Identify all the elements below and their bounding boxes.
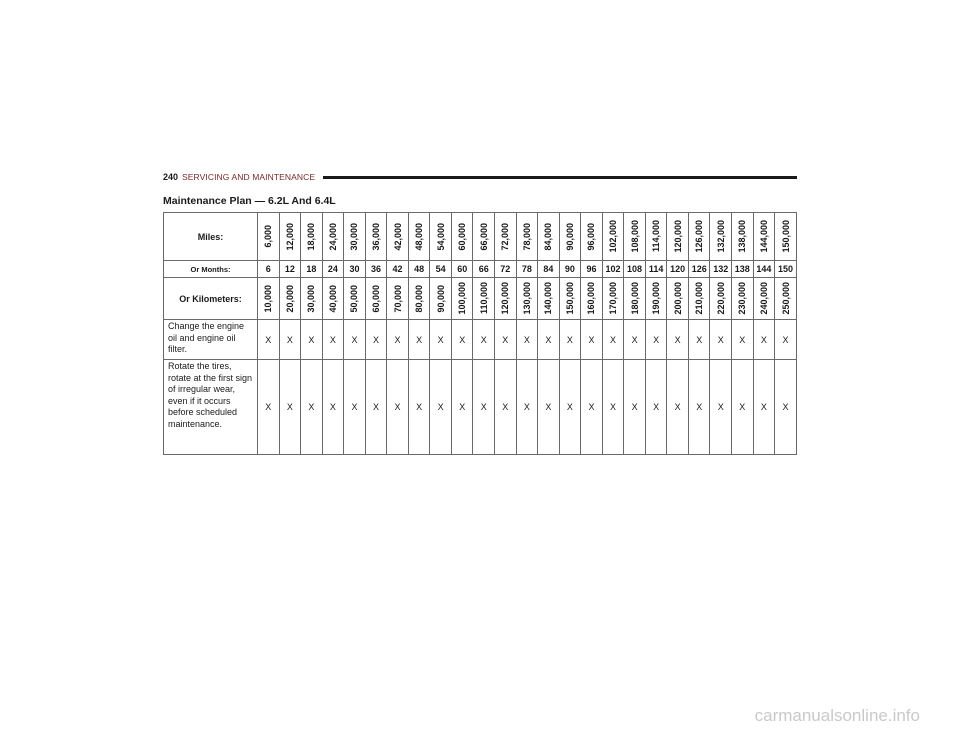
kilometers-value: 100,000 xyxy=(457,282,468,315)
task-mark: X xyxy=(645,320,667,360)
task-row xyxy=(164,320,797,360)
miles-cell xyxy=(344,213,366,261)
months-value: 90 xyxy=(559,261,581,278)
kilometers-value: 200,000 xyxy=(672,282,683,315)
kilometers-cell xyxy=(279,278,301,320)
miles-value: 102,000 xyxy=(608,220,619,253)
months-value: 6 xyxy=(258,261,280,278)
miles-cell xyxy=(688,213,710,261)
miles-cell xyxy=(581,213,603,261)
kilometers-value: 80,000 xyxy=(414,284,425,313)
months-value: 144 xyxy=(753,261,775,278)
task-mark: X xyxy=(559,320,581,360)
task-mark: X xyxy=(430,360,452,455)
task-mark: X xyxy=(408,360,430,455)
miles-cell xyxy=(279,213,301,261)
months-value: 36 xyxy=(365,261,387,278)
kilometers-cell xyxy=(322,278,344,320)
months-value: 48 xyxy=(408,261,430,278)
kilometers-cell xyxy=(387,278,409,320)
task-mark: X xyxy=(430,320,452,360)
kilometers-row xyxy=(164,278,797,320)
kilometers-cell xyxy=(258,278,280,320)
task-mark: X xyxy=(301,360,323,455)
kilometers-cell xyxy=(581,278,603,320)
miles-value: 90,000 xyxy=(564,222,575,251)
kilometers-cell xyxy=(624,278,646,320)
months-value: 114 xyxy=(645,261,667,278)
task-mark: X xyxy=(387,360,409,455)
task-mark: X xyxy=(322,320,344,360)
task-mark: X xyxy=(559,360,581,455)
miles-cell xyxy=(732,213,754,261)
task-mark: X xyxy=(688,320,710,360)
task-mark: X xyxy=(602,360,624,455)
kilometers-value: 60,000 xyxy=(371,284,381,313)
miles-value: 84,000 xyxy=(543,222,554,251)
kilometers-cell xyxy=(538,278,560,320)
miles-cell xyxy=(538,213,560,261)
kilometers-value: 140,000 xyxy=(543,282,554,315)
kilometers-value: 110,000 xyxy=(478,282,489,315)
kilometers-cell xyxy=(516,278,538,320)
kilometers-value: 120,000 xyxy=(500,282,511,315)
task-mark: X xyxy=(602,320,624,360)
kilometers-cell xyxy=(775,278,797,320)
kilometers-value: 130,000 xyxy=(521,282,532,315)
kilometers-value: 30,000 xyxy=(306,284,317,313)
miles-cell xyxy=(645,213,667,261)
task-mark: X xyxy=(775,320,797,360)
miles-cell xyxy=(451,213,473,261)
task-mark: X xyxy=(473,360,495,455)
task-mark: X xyxy=(258,360,280,455)
kilometers-value: 10,000 xyxy=(263,284,274,313)
task-mark: X xyxy=(451,320,473,360)
kilometers-label: Or Kilometers: xyxy=(164,278,258,320)
kilometers-cell xyxy=(451,278,473,320)
task-mark: X xyxy=(538,360,560,455)
miles-value: 132,000 xyxy=(715,220,726,253)
task-mark: X xyxy=(495,360,517,455)
task-mark: X xyxy=(688,360,710,455)
section-title: SERVICING AND MAINTENANCE xyxy=(182,172,316,182)
miles-value: 126,000 xyxy=(694,220,705,253)
miles-value: 150,000 xyxy=(780,220,791,253)
kilometers-cell xyxy=(559,278,581,320)
miles-value: 144,000 xyxy=(758,220,769,253)
page-header xyxy=(163,172,797,186)
miles-value: 12,000 xyxy=(284,222,295,251)
months-label: Or Months: xyxy=(164,261,258,278)
miles-cell xyxy=(258,213,280,261)
months-value: 84 xyxy=(538,261,560,278)
miles-value: 6,000 xyxy=(263,225,274,248)
kilometers-value: 70,000 xyxy=(392,284,403,313)
task-mark: X xyxy=(753,320,775,360)
miles-value: 42,000 xyxy=(392,222,403,251)
kilometers-cell xyxy=(732,278,754,320)
kilometers-value: 250,000 xyxy=(780,282,791,315)
task-mark: X xyxy=(732,360,754,455)
kilometers-value: 160,000 xyxy=(586,282,597,315)
kilometers-value: 190,000 xyxy=(651,282,662,315)
months-value: 24 xyxy=(322,261,344,278)
kilometers-cell xyxy=(344,278,366,320)
months-value: 150 xyxy=(775,261,797,278)
miles-cell xyxy=(775,213,797,261)
miles-cell xyxy=(408,213,430,261)
kilometers-value: 150,000 xyxy=(564,282,575,315)
task-mark: X xyxy=(732,320,754,360)
months-value: 42 xyxy=(387,261,409,278)
months-value: 108 xyxy=(624,261,646,278)
miles-cell xyxy=(387,213,409,261)
task-mark: X xyxy=(387,320,409,360)
kilometers-value: 220,000 xyxy=(715,282,726,315)
task-mark: X xyxy=(451,360,473,455)
task-mark: X xyxy=(473,320,495,360)
miles-value: 72,000 xyxy=(500,222,511,251)
task-mark: X xyxy=(344,360,366,455)
months-value: 120 xyxy=(667,261,689,278)
kilometers-cell xyxy=(753,278,775,320)
miles-value: 60,000 xyxy=(457,222,468,251)
miles-cell xyxy=(365,213,387,261)
miles-cell xyxy=(602,213,624,261)
task-mark: X xyxy=(753,360,775,455)
kilometers-cell xyxy=(473,278,495,320)
document-title: Maintenance Plan — 6.2L And 6.4L xyxy=(163,195,336,207)
task-mark: X xyxy=(516,360,538,455)
task-mark: X xyxy=(667,360,689,455)
task-mark: X xyxy=(279,360,301,455)
task-mark: X xyxy=(581,320,603,360)
months-value: 138 xyxy=(732,261,754,278)
miles-value: 138,000 xyxy=(737,220,748,253)
miles-cell xyxy=(430,213,452,261)
miles-value: 108,000 xyxy=(629,220,640,253)
months-value: 60 xyxy=(451,261,473,278)
kilometers-cell xyxy=(710,278,732,320)
kilometers-value: 240,000 xyxy=(758,282,769,315)
miles-cell xyxy=(753,213,775,261)
miles-cell xyxy=(301,213,323,261)
kilometers-cell xyxy=(645,278,667,320)
task-mark: X xyxy=(710,360,732,455)
miles-value: 114,000 xyxy=(651,220,662,253)
task-label: Change the engine oil and engine oil filter. xyxy=(164,320,258,360)
kilometers-value: 20,000 xyxy=(284,284,295,313)
task-mark: X xyxy=(365,320,387,360)
miles-cell xyxy=(559,213,581,261)
months-value: 102 xyxy=(602,261,624,278)
task-mark: X xyxy=(322,360,344,455)
task-mark: X xyxy=(344,320,366,360)
miles-value: 30,000 xyxy=(349,222,360,251)
task-mark: X xyxy=(516,320,538,360)
task-mark: X xyxy=(279,320,301,360)
miles-cell xyxy=(624,213,646,261)
kilometers-cell xyxy=(667,278,689,320)
kilometers-cell xyxy=(495,278,517,320)
miles-value: 78,000 xyxy=(521,222,532,251)
kilometers-value: 170,000 xyxy=(608,282,619,315)
task-mark: X xyxy=(495,320,517,360)
task-mark: X xyxy=(301,320,323,360)
task-mark: X xyxy=(408,320,430,360)
kilometers-cell xyxy=(430,278,452,320)
kilometers-value: 230,000 xyxy=(737,282,748,315)
kilometers-value: 40,000 xyxy=(327,284,338,313)
kilometers-cell xyxy=(602,278,624,320)
miles-value: 36,000 xyxy=(371,222,381,251)
months-value: 126 xyxy=(688,261,710,278)
months-value: 78 xyxy=(516,261,538,278)
months-value: 30 xyxy=(344,261,366,278)
miles-cell xyxy=(322,213,344,261)
task-mark: X xyxy=(645,360,667,455)
months-value: 66 xyxy=(473,261,495,278)
miles-value: 96,000 xyxy=(586,222,597,251)
miles-cell xyxy=(667,213,689,261)
miles-cell xyxy=(516,213,538,261)
kilometers-cell xyxy=(688,278,710,320)
kilometers-cell xyxy=(301,278,323,320)
miles-cell xyxy=(495,213,517,261)
months-value: 72 xyxy=(495,261,517,278)
miles-cell xyxy=(473,213,495,261)
task-mark: X xyxy=(667,320,689,360)
task-mark: X xyxy=(258,320,280,360)
miles-value: 66,000 xyxy=(478,222,489,251)
months-value: 18 xyxy=(301,261,323,278)
miles-row xyxy=(164,213,797,261)
watermark: carmanualsonline.info xyxy=(754,706,920,725)
task-mark: X xyxy=(538,320,560,360)
miles-cell xyxy=(710,213,732,261)
kilometers-value: 90,000 xyxy=(435,284,446,313)
header-rule xyxy=(323,176,797,179)
kilometers-cell xyxy=(365,278,387,320)
months-value: 54 xyxy=(430,261,452,278)
kilometers-value: 50,000 xyxy=(349,284,360,313)
miles-value: 54,000 xyxy=(435,222,446,251)
task-mark: X xyxy=(624,320,646,360)
kilometers-value: 180,000 xyxy=(629,282,640,315)
page-number: 240 xyxy=(163,172,179,182)
task-label: Rotate the tires, rotate at the first sign of irregular wear, even if it occurs before scheduled maintenance. xyxy=(164,360,258,455)
months-row xyxy=(164,261,797,278)
kilometers-cell xyxy=(408,278,430,320)
kilometers-value: 210,000 xyxy=(694,282,705,315)
maintenance-table xyxy=(163,212,797,455)
miles-value: 48,000 xyxy=(414,222,425,251)
miles-value: 18,000 xyxy=(306,222,317,251)
months-value: 132 xyxy=(710,261,732,278)
task-mark: X xyxy=(365,360,387,455)
months-value: 96 xyxy=(581,261,603,278)
task-mark: X xyxy=(624,360,646,455)
task-mark: X xyxy=(710,320,732,360)
miles-value: 120,000 xyxy=(672,220,683,253)
months-value: 12 xyxy=(279,261,301,278)
miles-value: 24,000 xyxy=(327,222,338,251)
task-mark: X xyxy=(775,360,797,455)
miles-label: Miles: xyxy=(164,213,258,261)
task-row xyxy=(164,360,797,455)
task-mark: X xyxy=(581,360,603,455)
